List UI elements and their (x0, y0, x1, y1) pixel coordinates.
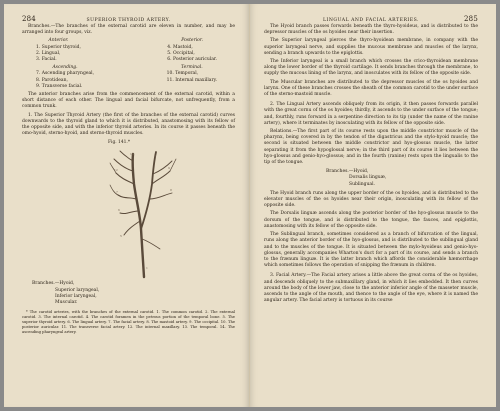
figure-caption: * The carotid arteries, with the branches of the external carotid. 1. The common carotid. 2. The external carotid. 3. The internal carotid. 4. The carotid foramen in the petrous portion of the temporal bone. 5. The superior thyroid artery. 6. The lingual artery. 7. The facial artery. 8. The mastoid artery. 9. The occipital. 10. The posterior auricular. 11. The transverse facial artery. 12. The internal maxillary. 13. The temporal. 14. The ascending pharyngeal artery. (22, 310, 235, 335)
branch-line: Branches.—Hyoid, (326, 169, 369, 175)
anterior-item: 1. Superior thyroid, (36, 44, 81, 50)
terminal-heading: Terminal. (181, 65, 203, 71)
ascending-item: 9. Transverse facial. (36, 83, 83, 89)
branch-line: Dorsalis linguæ, (349, 175, 387, 181)
paragraph-lingual-artery: 2. The Lingual Artery ascends obliquely from its origin, it then passes forwards parallel with the great cornu of the os hyoides; thirdly, it ascends to the under surface of the tongue; and, fourthly, runs forward in a serpentine direction to its tip (under the name of the ranine artery), where it terminates by inosculating with its fellow of the opposite side. (264, 102, 478, 126)
anterior-group (36, 38, 81, 63)
branch-line: Superior laryngeal, (55, 287, 100, 293)
figure-label: Fig. 141.* (108, 140, 131, 146)
left-page-number: 284 (22, 15, 36, 23)
paragraph-muscular-branches: The Muscular branches are distributed to the depressor muscles of the os hyoides and larynx. One of these branches crosses the sheath of the common carotid to the under surface of the sterno-mastoid muscle. (264, 79, 478, 98)
svg-text:9: 9 (168, 166, 170, 171)
right-page (250, 4, 496, 407)
svg-text:5: 5 (120, 234, 122, 239)
posterior-heading: Posterior. (181, 38, 203, 44)
anterior-item: 3. Facial. (36, 57, 57, 63)
ascending-item: 8. Parotidean, (36, 77, 68, 83)
terminal-item: 11. Internal maxillary. (166, 77, 217, 83)
paragraph-inferior-laryngeal: The Inferior laryngeal is a small branch which crosses the crico-thyroidean membrane along the lower border of the thyroid cartilage. It sends branches through the membrane, to supply the mucous lining of the larynx, and inosculates with its fellow of the opposite side. (264, 59, 478, 77)
book-spread (4, 4, 496, 407)
branch-line: Inferior laryngeal, (55, 293, 97, 299)
anterior-item: 2. Lingual, (36, 50, 61, 56)
svg-text:6: 6 (118, 208, 120, 213)
svg-text:1: 1 (146, 266, 148, 271)
svg-text:7: 7 (116, 190, 118, 195)
left-page (4, 4, 250, 407)
anterior-heading: Anterior. (48, 38, 69, 44)
branch-line: Muscular. (55, 300, 78, 306)
ascending-item: 7. Ascending pharyngeal, (36, 71, 95, 77)
branch-line: Branches.—Hyoid, (32, 281, 75, 287)
paragraph-hyoid-branch: The Hyoid branch passes forwards beneath the thyro-hyoideus, and is distributed to the depressor muscles of the os hyoides near their insertion. (264, 24, 478, 36)
right-page-number: 285 (464, 15, 478, 23)
terminal-group (167, 65, 217, 90)
posterior-item: 4. Mastoid, (167, 44, 193, 50)
paragraph-dorsalis-linguae: The Dorsalis linguæ ascends along the posterior border of the hyo-glossus muscle to the dorsum of the tongue, and is distributed to the tongue, the fauces, and epiglottis, anastomosing with its fellow of the opposite side. (264, 211, 478, 229)
posterior-item: 6. Posterior auricular. (167, 57, 217, 63)
branch-line: Sublingual. (349, 181, 375, 187)
paragraph-superior-thyroid: 1. The Superior Thyroid Artery (the first of the branches of the external carotid) curves downwards to the thyroid gland to which it is distributed, anastomosing with its fellow of the opposite side, and with the inferior thyroid arteries. In its course it passes beneath the omo-hyoid, sterno-hyoid, and sterno-thyroid muscles. (22, 112, 235, 137)
paragraph-facial-artery: 3. Facial Artery.—The Facial artery arises a little above the great cornu of the os hyoides, and descends obliquely to the submaxillary gland, in which it lies embedded. It then curves around the body of the lower jaw, close to the anterior inferior angle of the masseter muscle, ascends to the angle of the mouth, and thence to the angle of the eye, where it is named the angular artery. The facial artery is tortuous in its course (264, 273, 478, 304)
carotid-arteries-illustration (106, 149, 186, 279)
ascending-heading: Ascending. (52, 65, 78, 71)
svg-text:13: 13 (130, 152, 134, 157)
branch-groups-bottom (22, 65, 235, 90)
left-running-title: SUPERIOR THYROID ARTERY. (86, 18, 171, 23)
terminal-item: 10. Temporal, (166, 71, 199, 77)
left-page-header (22, 16, 235, 24)
svg-text:8: 8 (170, 188, 172, 193)
paragraph-superior-laryngeal: The Superior laryngeal pierces the thyro-hyoidean membrane, in company with the superior laryngeal nerve, and supplies the mucous membrane and muscles of the larynx, sending a branch upwards to the epiglottis. (264, 38, 478, 56)
posterior-item: 5. Occipital, (167, 50, 195, 56)
paragraph-lingual-hyoid: The Hyoid branch runs along the upper border of the os hyoides, and is distributed to the elevator muscles of the os hyoides near their origin, inosculating with its fellow of the opposite side. (264, 190, 478, 209)
svg-text:3: 3 (154, 154, 156, 159)
ascending-group (36, 65, 94, 90)
paragraph-anterior-branches: The anterior branches arise from the commencement of the external carotid, within a short distance of each other. The lingual and facial bifurcate, not unfrequently, from a common trunk. (22, 92, 235, 110)
right-running-title: LINGUAL AND FACIAL ARTERIES. (322, 18, 420, 23)
figure-141 (22, 139, 235, 279)
svg-text:12: 12 (114, 168, 118, 173)
branches-intro: Branches.—The branches of the external carotid are eleven in number, and may be arranged into four groups, viz. (22, 24, 235, 36)
superior-thyroid-branches (32, 281, 235, 306)
right-page-header (264, 16, 478, 24)
posterior-group (167, 38, 217, 63)
lingual-branches (326, 169, 478, 188)
branch-groups-top (22, 38, 235, 63)
paragraph-sublingual: The Sublingual branch, sometimes considered as a branch of bifurcation of the lingual, runs along the anterior border of the hyo-glossus, and is distributed to the sublingual gland and to the muscles of the tongue. It is situated between the mylo-hyoideus and genio-hyo-glossus, generally accompanies Wharton's duct for a part of its course, and sends a branch to the frænum linguæ. It is the latter branch which affords the considerable hæmorrhage which sometimes follows the operation of snipping the frænum in children. (264, 232, 478, 269)
paragraph-lingual-relations: Relations.—The first part of its course rests upon the middle constrictor muscle of the pharynx, being covered in by the tendon of the digastricus and the stylo-hyoid muscle; the second is situated between the middle constrictor and hyo-glossus muscle, the latter separating it from the hypoglossal nerve; in the third part of its course it lies between the hyo-glossus and genio-hyo-glossus; and in the fourth (ranine) rests upon the lingualis to the tip of the tongue. (264, 129, 478, 166)
